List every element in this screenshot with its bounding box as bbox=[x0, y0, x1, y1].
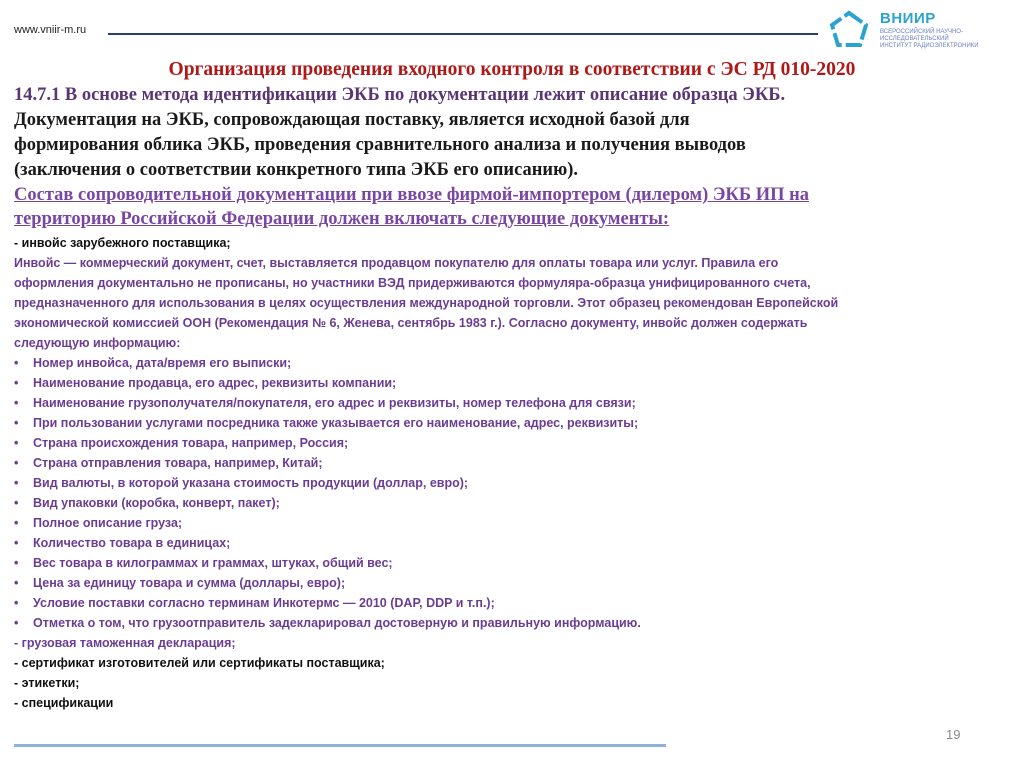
bullet-icon: • bbox=[14, 356, 19, 370]
bullet-text: При пользовании услугами посредника также указывается его наименование, адрес, реквизиты; bbox=[33, 416, 639, 430]
bullet-icon: • bbox=[14, 376, 19, 390]
bullet-item bbox=[14, 393, 1014, 413]
bullet-item bbox=[14, 533, 1014, 553]
bullet-item bbox=[14, 573, 1014, 593]
logo-subtitle: ВСЕРОССИЙСКИЙ НАУЧНО-ИССЛЕДОВАТЕЛЬСКИЙ ИНСТИТУТ РАДИОЭЛЕКТРОНИКИ bbox=[880, 29, 979, 49]
subheading-line: территорию Российской Федерации должен включать следующие документы: bbox=[14, 209, 670, 229]
bullet-text: Номер инвойса, дата/время его выписки; bbox=[33, 356, 292, 370]
bullet-item bbox=[14, 553, 1014, 573]
page-number: 19 bbox=[946, 727, 961, 742]
bullet-text: Отметка о том, что грузоотправитель задекларировал достоверную и правильную информацию. bbox=[33, 616, 641, 630]
bullet-text: Полное описание груза; bbox=[33, 516, 183, 530]
bullet-item bbox=[14, 593, 1014, 613]
bullet-icon: • bbox=[14, 436, 19, 450]
slide-title: Организация проведения входного контроля в соответствии с ЭС РД 010-2020 bbox=[168, 59, 856, 80]
bullet-icon: • bbox=[14, 556, 19, 570]
bullet-item bbox=[14, 493, 1014, 513]
cargo-declaration-item: - грузовая таможенная декларация; bbox=[14, 636, 236, 650]
document-list bbox=[14, 233, 1014, 713]
bullet-item bbox=[14, 373, 1014, 393]
bullet-icon: • bbox=[14, 456, 19, 470]
bullet-text: Вид упаковки (коробка, конверт, пакет); bbox=[33, 496, 280, 510]
bullet-item bbox=[14, 433, 1014, 453]
bullet-text: Количество товара в единицах; bbox=[33, 536, 231, 550]
vniir-logo bbox=[826, 8, 1016, 52]
bullet-icon: • bbox=[14, 396, 19, 410]
invoice-text-line: Инвойс — коммерческий документ, счет, выставляется продавцом покупателю для оплаты товара или услуг. Правила его bbox=[14, 256, 779, 270]
document-item: - этикетки; bbox=[14, 676, 80, 690]
bullet-icon: • bbox=[14, 616, 19, 630]
bullet-text: Условие поставки согласно терминам Инкотермс — 2010 (DAP, DDP и т.п.); bbox=[33, 596, 495, 610]
document-item: - сертификат изготовителей или сертификаты поставщика; bbox=[14, 656, 385, 670]
bullet-item bbox=[14, 353, 1014, 373]
bullet-icon: • bbox=[14, 576, 19, 590]
document-item: - спецификации bbox=[14, 696, 114, 710]
bullet-text: Вид валюты, в которой указана стоимость продукции (доллар, евро); bbox=[33, 476, 469, 490]
invoice-text-line: следующую информацию: bbox=[14, 336, 181, 350]
bullet-item bbox=[14, 513, 1014, 533]
bullet-text: Страна отправления товара, например, Китай; bbox=[33, 456, 323, 470]
bullet-text: Страна происхождения товара, например, Россия; bbox=[33, 436, 349, 450]
bullet-icon: • bbox=[14, 496, 19, 510]
intro-lead: 14.7.1 В основе метода идентификации ЭКБ по документации лежит описание образца ЭКБ. bbox=[14, 85, 786, 105]
documents-subheading bbox=[14, 183, 1014, 231]
bullet-text: Вес товара в килограммах и граммах, штуках, общий вес; bbox=[33, 556, 393, 570]
bullet-icon: • bbox=[14, 416, 19, 430]
bullet-icon: • bbox=[14, 596, 19, 610]
bullet-text: Цена за единицу товара и сумма (доллары, евро); bbox=[33, 576, 346, 590]
invoice-text-line: предназначенного для использования в целях осуществления международной торговли. Этот образец рекомендован Европейской bbox=[14, 296, 839, 310]
invoice-text-line: оформления документально не прописаны, но участники ВЭД придерживаются формуляра-образца унифицированного счета, bbox=[14, 276, 811, 290]
bullet-icon: • bbox=[14, 536, 19, 550]
bullet-icon: • bbox=[14, 476, 19, 490]
intro-line: формирования облика ЭКБ, проведения сравнительного анализа и получения выводов bbox=[14, 135, 746, 155]
subheading-line: Состав сопроводительной документации при ввозе фирмой-импортером (дилером) ЭКБ ИП на bbox=[14, 185, 810, 205]
top-rule bbox=[108, 33, 818, 35]
intro-paragraph bbox=[14, 83, 1014, 183]
bullet-icon: • bbox=[14, 516, 19, 530]
invoice-heading: - инвойс зарубежного поставщика; bbox=[14, 236, 231, 250]
slide-body bbox=[14, 83, 1014, 713]
bottom-rule bbox=[14, 744, 666, 747]
invoice-text-line: экономической комиссией ООН (Рекомендация № 6, Женева, сентябрь 1983 г.). Согласно документу, инвойс должен содержать bbox=[14, 316, 808, 330]
intro-line: Документация на ЭКБ, сопровождающая поставку, является исходной базой для bbox=[14, 110, 690, 130]
bullet-text: Наименование грузополучателя/покупателя, его адрес и реквизиты, номер телефона для связи; bbox=[33, 396, 636, 410]
pentagon-logo-icon bbox=[826, 8, 872, 52]
bullet-item bbox=[14, 413, 1014, 433]
bullet-item bbox=[14, 473, 1014, 493]
bullet-item bbox=[14, 453, 1014, 473]
bullet-item bbox=[14, 613, 1014, 633]
intro-line: (заключения о соответствии конкретного типа ЭКБ его описанию). bbox=[14, 160, 579, 180]
bullet-text: Наименование продавца, его адрес, реквизиты компании; bbox=[33, 376, 397, 390]
site-url[interactable]: www.vniir-m.ru bbox=[14, 24, 87, 36]
logo-name: ВНИИР bbox=[880, 10, 936, 27]
